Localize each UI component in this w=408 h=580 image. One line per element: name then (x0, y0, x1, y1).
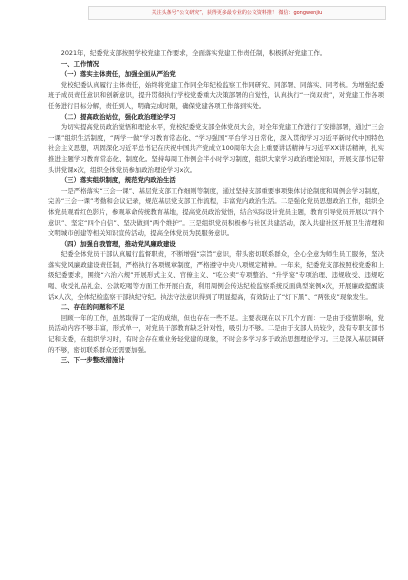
subsection-heading-1: （一）落实主体责任，加强全面从严治党 (60, 70, 176, 79)
subsection-heading-2: （二）提高政治站位，强化政治理论学习 (60, 112, 176, 121)
subsection-body-2: 为切实提高党员政治觉悟和理论水平，党校纪委党支部全体党员大会，对全年党建工作进行了安排部署，通过“三会一课”组织生活制度，“两学一做”学习教育常态化、“学习强国”平台学习日常化，深入贯彻学习习近平新时代中国特色社会主义思想，巩固深化习近平总书记在庆祝中国共产党成立100周年大会上重要讲话精神与习近平XX讲话精神，扎实推进主题学习教育常态化、制度化。坚持每周工作例会半小时学习制度，组织大家学习政治理论知识，开展支部书记带头讲党课x次，组织全体党员参加政治理论学习x次。 (48, 123, 384, 174)
subsection-body-3: 一是严格落实“三会一课”、基层党支部工作细则等制度，通过坚持支部重要事项集体讨论制度和周例会学习制度，完善“三会一课”考勤和会议记录，规范基层党支部工作流程，丰富党内政治生活。二是强化党员思想政治工作，组织全体党员观看红色影片，参观革命传统教育基地，提高党员政治觉悟，结合实际设计党员主题，教育引导党员开展以“四个意识”、坚定“四个自信”、坚决做到“两个维护”。三是组织党员积极参与社区共建活动，深入共建社区开展卫生清理和文明城市创建等相关知识宣传活动，提高全体党员为民服务意识。 (48, 186, 384, 238)
intro-paragraph: 2021年，纪委党支部按照学校党建工作要求，全面落实党建工作责任制，积极抓好党建工作。 (60, 49, 327, 57)
subsection-heading-3: （三）落实组织制度，规范党内政治生活 (60, 176, 176, 185)
section-heading-problems: 二、存在的问题和不足 (60, 303, 125, 312)
subsection-heading-4: （四）加强自我管理，推动党风廉政建设 (60, 239, 176, 248)
problems-body: 回顾一年的工作，虽然取得了一定的成绩，但也存在一些不足。主要表现在以下几个方面：一是由于疫情影响，党员活动内容不够丰富，形式单一，对党员干部教育缺乏针对性，吸引力不够。二是由于支部人员较少，没有专职支部书记和支委，在组织学习时，有时会存在重业务轻党建的现象，不时会多学习多于政治思想理论学习。三是深入基层调研的不够，密切联系群众还需要加强。 (48, 313, 384, 354)
section-heading-work-status: 一、工作情况 (60, 59, 100, 68)
document-body (48, 48, 384, 366)
subsection-body-1: 党校纪委认真履行主体责任，始终将党建工作同全年纪检监察工作同研究、同部署、同落实、同考核。为增强纪委班子成员责任意识和创新意识，提升贯彻执行学校党委重大决策部署的自觉性，认真执行“一岗双责”，对党建工作各项任务进行目标分解，责任到人，明确完成时限，确保党建各项工作落到实处。 (48, 80, 384, 110)
top-banner: 关注头条号“公文研究”，获得更多最专业的公文资料推！ 微信：gongwenjiu (88, 6, 386, 20)
subsection-body-4: 纪委全体党员干部认真履行监督职责，不断增强“宗旨”意识，带头密切联系群众，全心全意为师生员工服务，坚决落实党风廉政建设责任制，严格执行各项规章制度，严格遵守中央八项规定精神。一年来，纪委党支部按照校党委和上级纪委要求，围绕“六治六规”开展形式主义、官僚主义、“吃公卖”专项整治、“升学宴”专项治理、违规收受、违规吃喝、收受礼品礼金、公款吃喝等方面工作开展自查，利用周例会传达纪检监察系统反面典型案例x次，开展廉政提醒谈话x人次，全体纪检监察干部执纪守纪。执法守法意识得到了明显提高，有效防止了“灯下黑”、“两张皮”现象发生。 (48, 250, 384, 301)
section-heading-next-steps: 三、下一步整改措施计 (60, 356, 125, 365)
